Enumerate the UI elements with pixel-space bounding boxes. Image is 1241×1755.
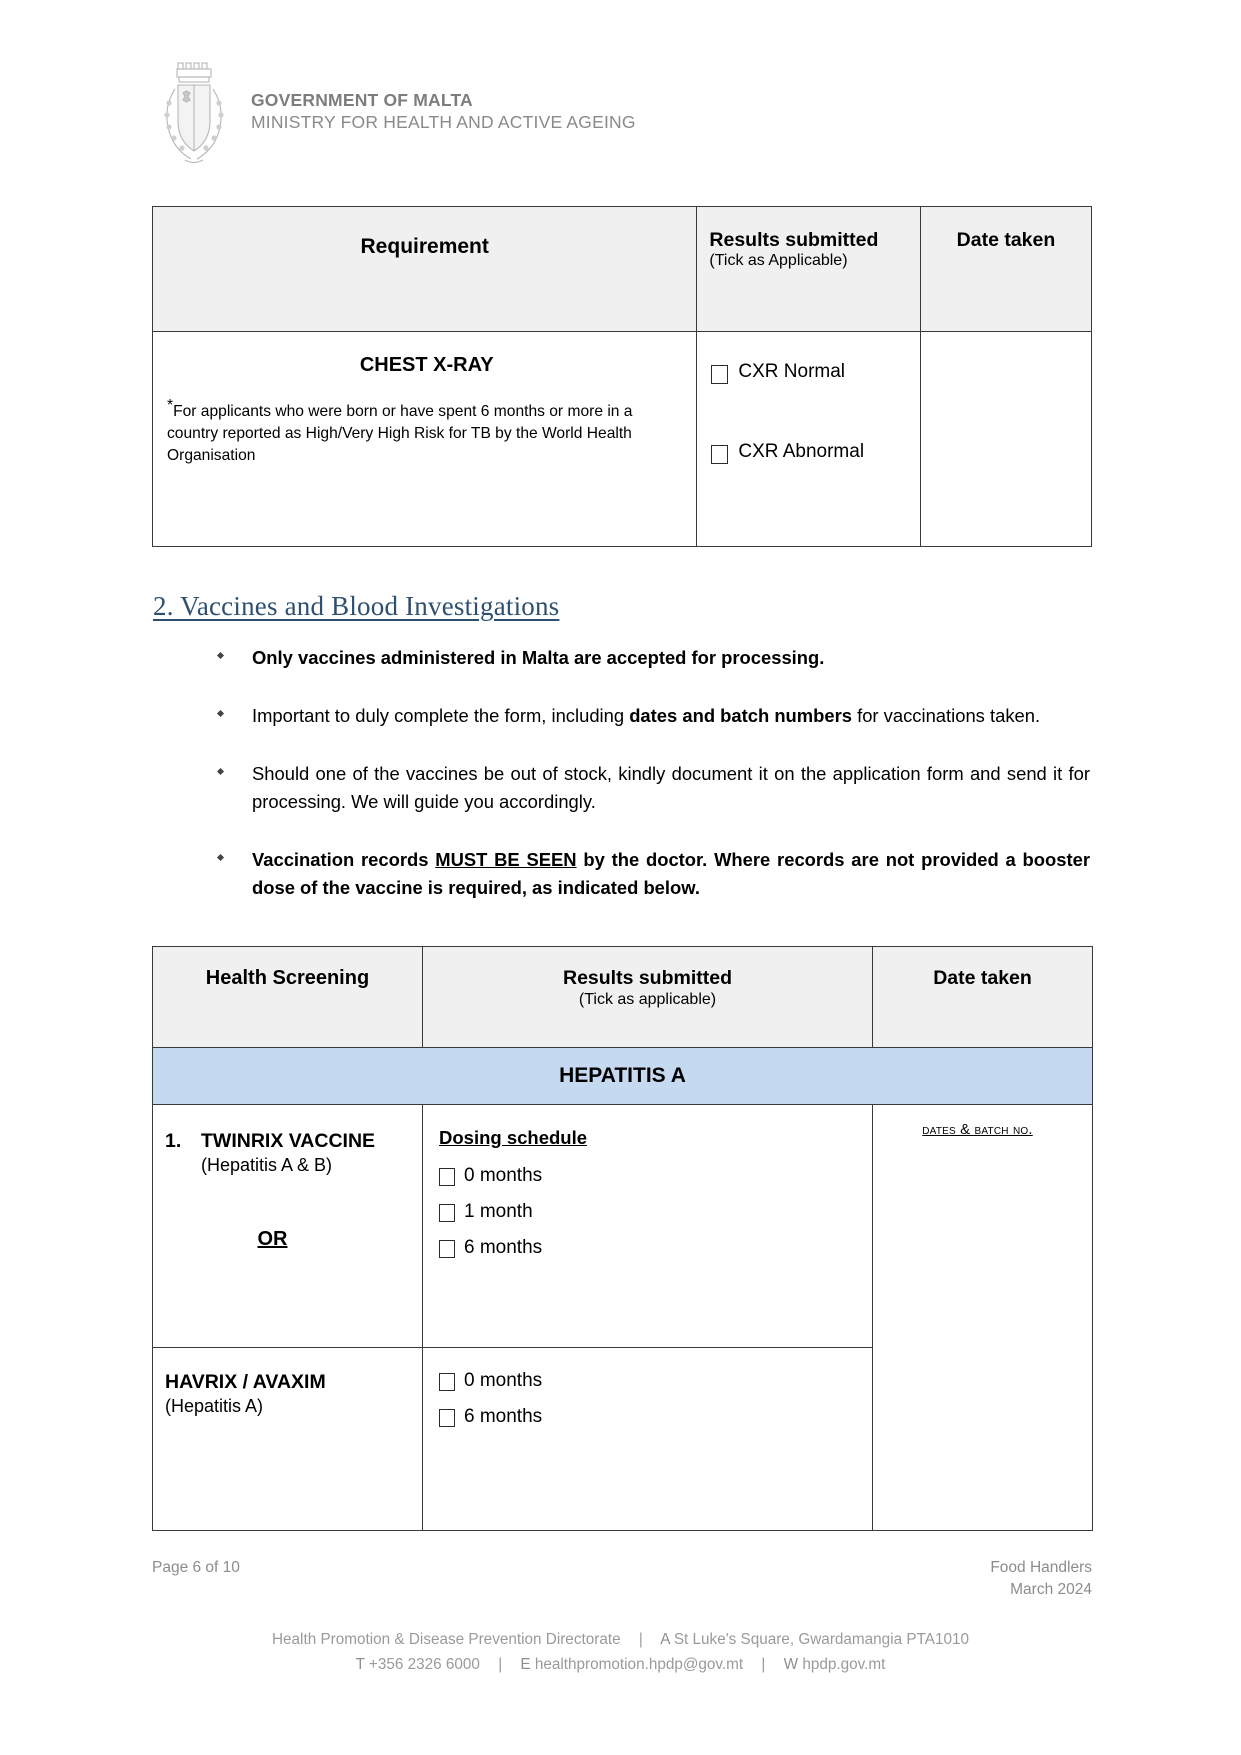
page-footer [152, 1557, 1092, 1602]
checkbox-icon[interactable] [439, 1240, 455, 1258]
email-value[interactable]: healthpromotion.hpdp@gov.mt [534, 1655, 744, 1673]
havrix-subtitle: (Hepatitis A) [165, 1396, 264, 1417]
havrix-name-cell [153, 1347, 423, 1530]
bullet-text: Vaccination records [252, 848, 436, 870]
havrix-name: HAVRIX / AVAXIM [165, 1370, 326, 1393]
address-value: St Luke's Square, Gwardamangia PTA1010 [673, 1631, 969, 1649]
column-header-date-taken: Date taken [920, 207, 1091, 332]
vaccine-notes-list [150, 644, 1090, 902]
asterisk-marker: * [167, 396, 174, 414]
column-header-health-screening: Health Screening [153, 946, 423, 1047]
bullet-marker-icon [217, 710, 224, 717]
bullet-text-tail: for vaccinations taken. [851, 704, 1041, 726]
column-header-results-submitted [423, 946, 873, 1047]
checkbox-label: 1 month [464, 1200, 533, 1222]
checkbox-option-cxr-normal[interactable] [711, 362, 920, 384]
document-header [150, 0, 1091, 168]
table-row-twinrix [153, 1104, 1093, 1347]
bullet-text: Only vaccines administered in Malta are accepted for processing. [252, 647, 825, 668]
document-name: Food Handlers [990, 1558, 1092, 1576]
bullet-text-emphasis: dates and batch numbers [629, 704, 852, 726]
checkbox-label: 6 months [464, 1405, 543, 1427]
bullet-text: Important to duly complete the form, including [252, 704, 630, 726]
chest-xray-requirement-cell [153, 332, 697, 547]
document-identity [990, 1557, 1092, 1602]
twinrix-dosing-cell [423, 1104, 873, 1347]
malta-coat-of-arms-icon [155, 59, 233, 167]
separator: | [498, 1655, 503, 1673]
checkbox-label: CXR Abnormal [738, 441, 865, 462]
twinrix-name: TWINRIX VACCINE [201, 1129, 376, 1152]
web-value[interactable]: hpdp.gov.mt [802, 1655, 886, 1673]
chest-xray-date-cell[interactable] [920, 332, 1091, 547]
list-item [190, 846, 1090, 902]
checkbox-icon[interactable] [439, 1409, 455, 1427]
chest-xray-note [167, 396, 686, 467]
email-tag: E [520, 1655, 531, 1673]
checkbox-option-havrix-0-months[interactable] [439, 1370, 872, 1392]
dosing-schedule-title: Dosing schedule [439, 1126, 588, 1148]
checkbox-option-cxr-abnormal[interactable] [711, 442, 920, 464]
contact-footer-line-1 [0, 1628, 1241, 1652]
dates-batch-cell[interactable] [873, 1104, 1093, 1530]
list-number: 1. [165, 1129, 182, 1152]
checkbox-label: 6 months [464, 1236, 543, 1258]
column-header-requirement: Requirement [153, 207, 697, 332]
checkbox-option-havrix-6-months[interactable] [439, 1406, 872, 1428]
banner-row-hepatitis-a [153, 1047, 1093, 1104]
chest-xray-note-text: For applicants who were born or have spent 6 months or more in a country reported as High/Very High Risk for TB by the World Health Organisation [167, 403, 633, 465]
list-item [190, 644, 1090, 672]
web-tag: W [783, 1655, 799, 1673]
header-text-block [251, 89, 636, 138]
bullet-text: Should one of the vaccines be out of stock, kindly document it on the application form and send it for processing. We will guide you accordingly. [252, 762, 1090, 812]
checkbox-option-twinrix-0-months[interactable] [439, 1165, 872, 1187]
twinrix-title-row [165, 1129, 410, 1154]
checkbox-icon[interactable] [711, 365, 728, 384]
checkbox-icon[interactable] [439, 1204, 455, 1222]
bullet-marker-icon [217, 768, 224, 775]
separator: | [638, 1631, 643, 1649]
ministry-title: MINISTRY FOR HEALTH AND ACTIVE AGEING [251, 112, 636, 132]
directorate-name: Health Promotion & Disease Prevention Directorate [271, 1631, 621, 1649]
checkbox-icon[interactable] [439, 1373, 455, 1391]
list-item [190, 760, 1090, 816]
contact-footer [0, 1628, 1241, 1677]
chest-xray-table [152, 206, 1092, 547]
section-heading-vaccines: 2. Vaccines and Blood Investigations [153, 591, 560, 621]
government-title: GOVERNMENT OF MALTA [251, 89, 473, 110]
table-header-row [153, 946, 1093, 1047]
phone-tag: T [355, 1655, 365, 1673]
bullet-text-tail: by the doctor. Where records are not provided a booster dose of the vaccine is required, as indicated below. [252, 848, 1090, 898]
dates-batch-label: dates & batch no. [922, 1121, 1033, 1138]
twinrix-name-cell [153, 1104, 423, 1347]
hepatitis-a-banner: HEPATITIS A [153, 1047, 1093, 1104]
or-separator-label: OR [257, 1227, 288, 1250]
phone-value: +356 2326 6000 [368, 1655, 480, 1673]
twinrix-subtitle: (Hepatitis A & B) [201, 1154, 333, 1175]
results-header-sub: (Tick as applicable) [578, 991, 717, 1009]
checkbox-icon[interactable] [711, 445, 728, 464]
column-header-results-submitted [697, 207, 921, 332]
results-header-main: Results submitted [709, 229, 879, 251]
checkbox-label: 0 months [464, 1164, 543, 1186]
chest-xray-title: CHEST X-RAY [359, 354, 494, 376]
checkbox-option-twinrix-1-month[interactable] [439, 1201, 872, 1223]
results-header-main: Results submitted [562, 966, 733, 989]
checkbox-label: CXR Normal [738, 361, 846, 382]
list-item [190, 702, 1090, 730]
checkbox-label: 0 months [464, 1369, 543, 1391]
havrix-dosing-cell [423, 1347, 873, 1530]
bullet-marker-icon [217, 854, 224, 861]
separator: | [761, 1655, 766, 1673]
address-tag: A [660, 1631, 670, 1649]
bullet-text-emphasis: MUST BE SEEN [435, 848, 577, 870]
checkbox-icon[interactable] [439, 1168, 455, 1186]
vaccines-table [152, 946, 1093, 1531]
checkbox-option-twinrix-6-months[interactable] [439, 1237, 872, 1259]
contact-footer-line-2 [0, 1653, 1241, 1677]
page-number: Page 6 of 10 [152, 1558, 240, 1576]
table-header-row [153, 207, 1092, 332]
document-date: March 2024 [1010, 1581, 1092, 1599]
table-row [153, 332, 1092, 547]
column-header-date-taken: Date taken [873, 946, 1093, 1047]
bullet-marker-icon [217, 652, 224, 659]
results-header-sub: (Tick as Applicable) [709, 252, 848, 270]
chest-xray-results-cell [697, 332, 921, 547]
